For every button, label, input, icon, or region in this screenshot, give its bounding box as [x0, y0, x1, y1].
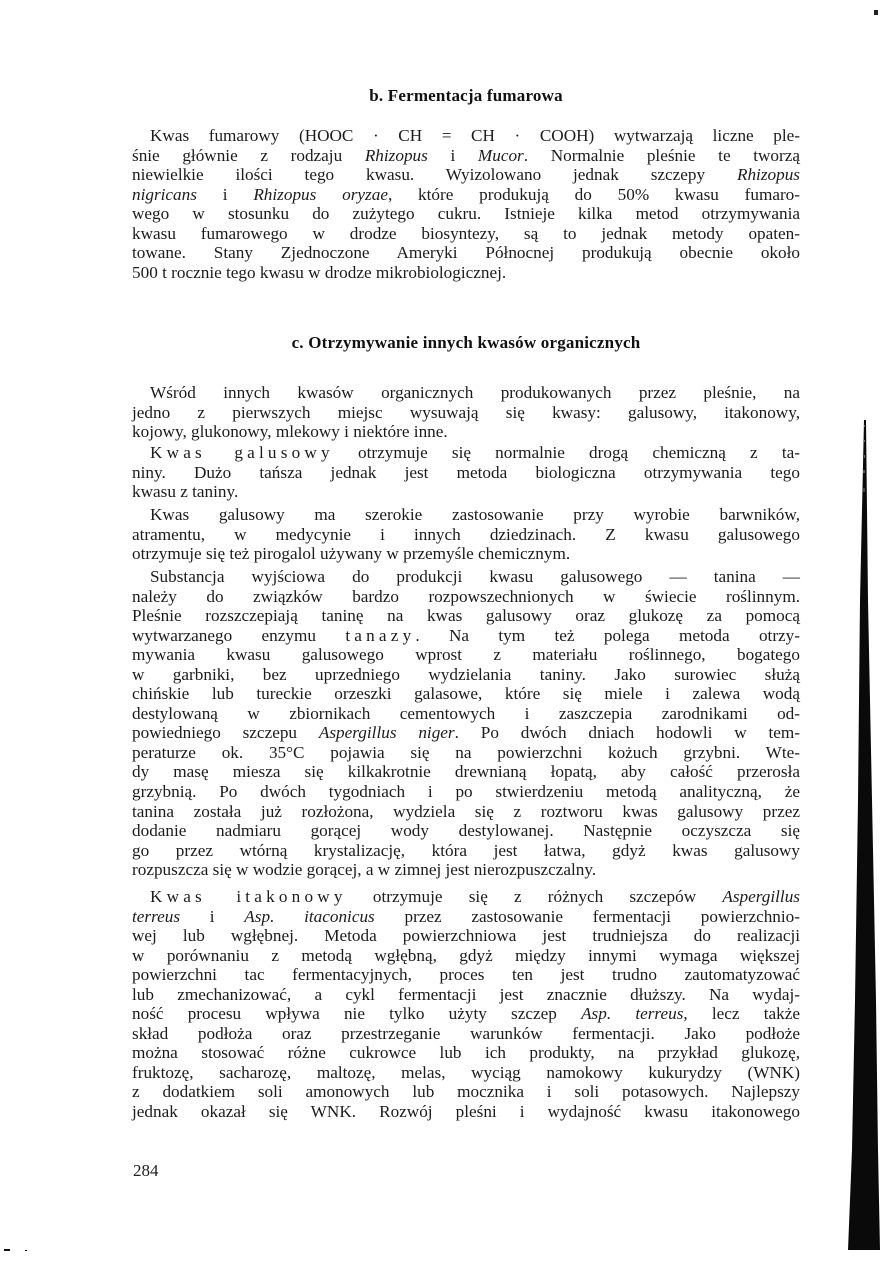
text-line: kwasu z taniny.	[132, 482, 239, 502]
text-line: kwasu fumarowego w drodze biosyntezy, są to jednak metody opaten-	[132, 223, 800, 243]
text-line: 500 t rocznie tego kwasu w drodze mikrobiologicznej.	[132, 262, 507, 282]
text-line: niny. Dużo tańsza jednak jest metoda biologiczna otrzymywania tego	[132, 462, 800, 482]
text-line: kojowy, glukonowy, mlekowy i niektóre inne.	[132, 422, 448, 442]
text-line: wytwarzanego enzymu tanazy. Na tym też polega metoda otrzy-	[132, 625, 800, 645]
text-line: jedno z pierwszych miejsc wysuwają się kwasy: galusowy, itakonowy,	[132, 402, 800, 422]
text-line: dodanie nadmiaru gorącej wody destylowanej. Następnie oczyszcza się	[132, 821, 800, 841]
text-line: mywania kwasu galusowego wprost z materiału roślinnego, bogatego	[132, 645, 800, 665]
text-line: tanina została już rozłożona, wydziela się z roztworu kwas galusowy przez	[132, 801, 800, 821]
text-line: lub zmechanizować, a cykl fermentacji jest znacznie dłuższy. Na wydaj-	[132, 984, 800, 1004]
text-line: wej lub wgłębnej. Metoda powierzchniowa jest trudniejsza do realizacji	[132, 926, 800, 946]
text-line: atramentu, w medycynie i innych dziedzinach. Z kwasu galusowego	[132, 524, 800, 544]
italic-term: Aspergillus niger	[318, 723, 455, 743]
text-line: jednak okazał się WNK. Rozwój pleśni i wydajność kwasu itakonowego	[132, 1102, 800, 1122]
text-line: peraturze ok. 35°C pojawia się na powierzchni kożuch grzybni. Wte-	[132, 742, 800, 762]
text-line: powiedniego szczepu Aspergillus niger. Po dwóch dniach hodowli w tem-	[132, 723, 800, 743]
text-line: grzybnią. Po dwóch tygodniach i po stwierdzeniu metodą analityczną, że	[132, 782, 800, 802]
text-line: śnie głównie z rodzaju Rhizopus i Mucor. Normalnie pleśnie te tworzą	[132, 145, 800, 165]
text-line: rozpuszcza się w wodzie gorącej, a w zimnej jest nierozpuszczalny.	[132, 860, 597, 880]
italic-term: Mucor	[477, 145, 524, 165]
text-line: terreus i Asp. itaconicus przez zastosowanie fermentacji powierzchnio-	[132, 906, 800, 926]
text-line: w garbniki, bez uprzedniego wydzielania taniny. Jako surowiec służą	[132, 664, 800, 684]
text-line: fruktozę, sacharozę, maltozę, melas, wyciąg namokowy kukurydzy (WNK)	[132, 1062, 800, 1082]
text-line: Kwas itakonowy otrzymuje się z różnych szczepów Aspergillus	[150, 887, 800, 906]
text-line: powierzchni tac fermentacyjnych, proces ten jest trudno zautomatyzować	[132, 965, 800, 985]
spaced-term: Kwas galusowy	[150, 443, 334, 462]
text-line: ność procesu wpływa nie tylko użyty szczep Asp. terreus, lecz także	[132, 1004, 800, 1024]
text-line: można stosować różne cukrowce lub ich produkty, na przykład glukozę,	[132, 1043, 800, 1063]
text-line: wego w stosunku do zużytego cukru. Istnieje kilka metod otrzymywania	[132, 204, 800, 224]
spaced-term: Kwas itakonowy	[150, 887, 347, 906]
text-line: w porównaniu z metodą wgłębną, gdyż między innymi wymaga większej	[132, 945, 800, 965]
text-line: z dodatkiem soli amonowych lub mocznika i soli potasowych. Najlepszy	[132, 1082, 800, 1102]
text-line: Kwas galusowy otrzymuje się normalnie drogą chemiczną z ta-	[150, 443, 801, 462]
text-line: Wśród innych kwasów organicznych produkowanych przez pleśnie, na	[150, 383, 800, 402]
spaced-term: tanazy	[345, 625, 416, 645]
page-number: 284	[133, 1161, 159, 1180]
text-line: Kwas galusowy ma szerokie zastosowanie przy wyrobie barwników,	[150, 505, 800, 524]
text-line: należy do związków bardzo rozpowszechnionych w świecie roślinnym.	[132, 586, 800, 606]
section-heading-c: c. Otrzymywanie innych kwasów organicznych	[291, 333, 641, 352]
text-line: Substancja wyjściowa do produkcji kwasu galusowego — tanina —	[150, 567, 800, 586]
section-heading-b: b. Fermentacja fumarowa	[369, 86, 563, 105]
text-line: Kwas fumarowy (HOOC · CH = CH · COOH) wytwarzają liczne ple-	[150, 126, 800, 145]
text-line: Pleśnie rozszczepiają taninę na kwas galusowy oraz glukozę za pomocą	[132, 606, 800, 626]
text-line: niewielkie ilości tego kwasu. Wyizolowano jednak szczepy Rhizopus	[132, 165, 800, 185]
text-line: nigricans i Rhizopus oryzae, które produkują do 50% kwasu fumaro-	[132, 184, 800, 204]
text-line: go przez wtórną krystalizację, która jest łatwa, gdyż kwas galusowy	[132, 840, 800, 860]
text-line: chińskie lub tureckie orzeszki galasowe, które się miele i zalewa wodą	[132, 684, 800, 704]
text-line: otrzymuje się też pirogalol używany w przemyśle chemicznym.	[132, 544, 571, 564]
italic-term: Rhizopus	[364, 145, 428, 165]
text-line: destylowaną w zbiornikach cementowych i zaszczepia zarodnikami od-	[132, 703, 800, 723]
text-line: towane. Stany Zjednoczone Ameryki Północnej produkują obecnie około	[132, 243, 800, 263]
text-line: skład podłoża oraz przestrzeganie warunków fermentacji. Jako podłoże	[132, 1023, 800, 1043]
text-line: dy masę miesza się kilkakrotnie drewnianą łopatą, aby całość przerosła	[132, 762, 800, 782]
